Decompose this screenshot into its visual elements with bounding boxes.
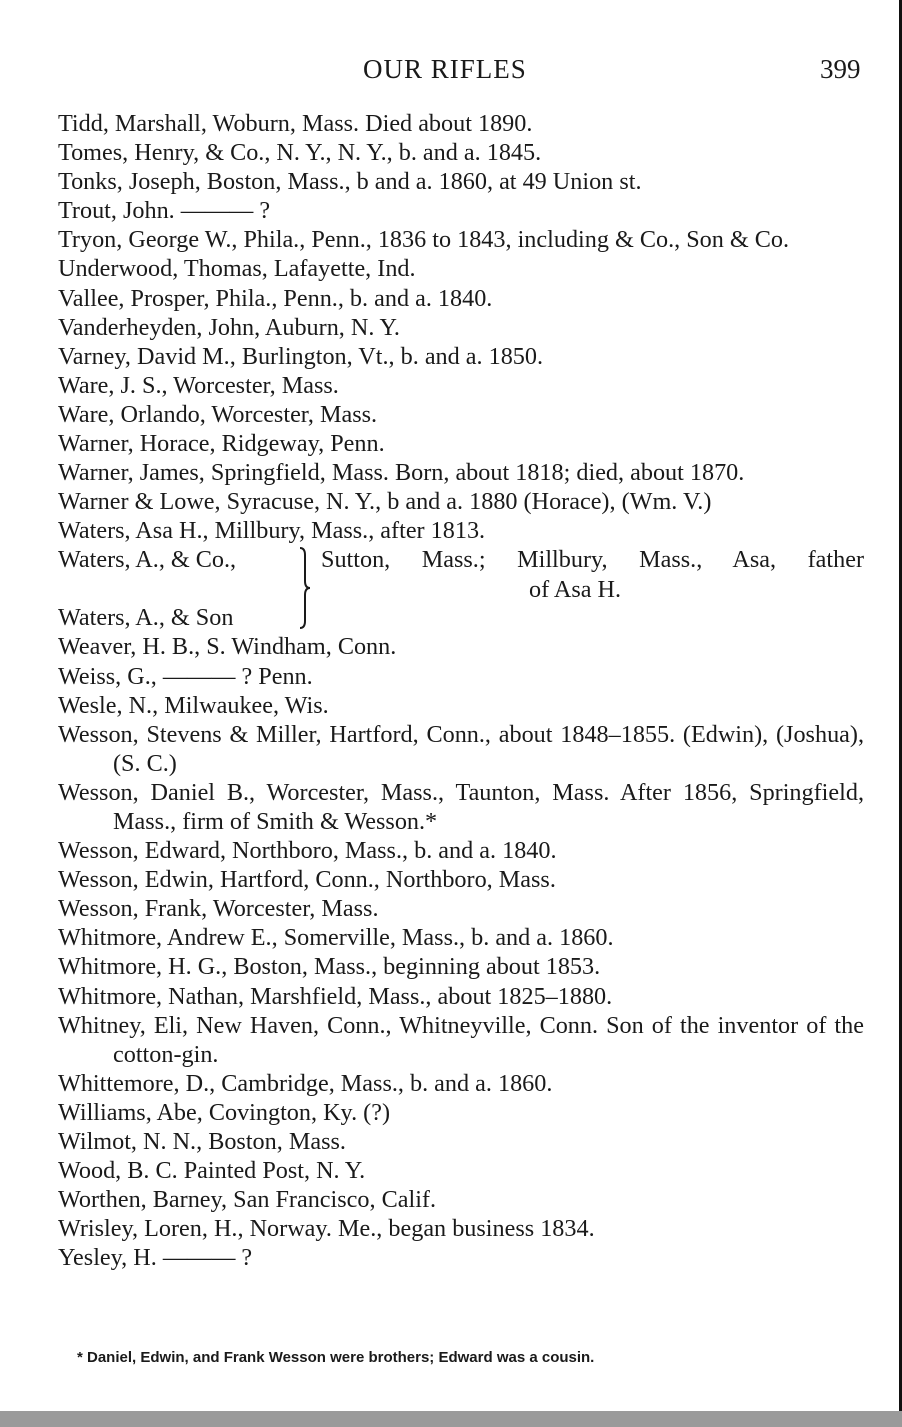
entry: Varney, David M., Burlington, Vt., b. and a. 1850. <box>58 342 544 370</box>
entry: Tonks, Joseph, Boston, Mass., b and a. 1860, at 49 Union st. <box>58 168 642 196</box>
entry: Whitmore, Andrew E., Somerville, Mass., b. and a. 1860. <box>58 924 614 952</box>
waters-detail-line: Sutton, Mass.; Millbury, Mass., Asa, father <box>321 546 864 574</box>
entry: Warner & Lowe, Syracuse, N. Y., b and a. 1880 (Horace), (Wm. V.) <box>58 488 712 516</box>
entry: Wesson, Frank, Worcester, Mass. <box>58 895 379 923</box>
entry: Wesson, Edward, Northboro, Mass., b. and a. 1840. <box>58 837 557 865</box>
entry: Weiss, G., ——— ? Penn. <box>58 662 313 690</box>
entry: Wesson, Edwin, Hartford, Conn., Northboro, Mass. <box>58 866 556 894</box>
entry-list <box>58 109 864 1272</box>
entry: Trout, John. ——— ? <box>58 197 271 225</box>
page-edge-bottom <box>0 1411 902 1427</box>
footnote: * Daniel, Edwin, and Frank Wesson were brothers; Edward was a cousin. <box>77 1349 595 1366</box>
running-title: OUR RIFLES <box>363 54 527 84</box>
entry: Vallee, Prosper, Phila., Penn., b. and a. 1840. <box>58 284 493 312</box>
entry: Vanderheyden, John, Auburn, N. Y. <box>58 313 400 341</box>
waters-detail-line: of Asa H. <box>529 575 622 603</box>
entry: Whittemore, D., Cambridge, Mass., b. and a. 1860. <box>58 1069 553 1097</box>
entry: Wood, B. C. Painted Post, N. Y. <box>58 1157 366 1185</box>
waters-co-name: Waters, A., & Co., <box>58 546 237 574</box>
entry: Williams, Abe, Covington, Ky. (?) <box>58 1098 391 1126</box>
entry: Weaver, H. B., S. Windham, Conn. <box>58 633 397 661</box>
entry: Wrisley, Loren, H., Norway. Me., began business 1834. <box>58 1215 595 1243</box>
entry: Wesson, Daniel B., Worcester, Mass., Taunton, Mass. After 1856, Springfield, Mass., firm of Smith & Wesson.* <box>58 778 864 835</box>
entry: Warner, Horace, Ridgeway, Penn. <box>58 430 385 458</box>
entry: Tryon, George W., Phila., Penn., 1836 to 1843, including & Co., Son & Co. <box>58 226 790 254</box>
entry: Wilmot, N. N., Boston, Mass. <box>58 1128 346 1155</box>
waters-son-name: Waters, A., & Son <box>58 604 234 632</box>
entry: Wesson, Stevens & Miller, Hartford, Conn., about 1848–1855. (Edwin), (Joshua), (S. C.) <box>58 720 864 777</box>
entry: Wesle, N., Milwaukee, Wis. <box>58 691 329 719</box>
entry: Waters, Asa H., Millbury, Mass., after 1813. <box>58 517 486 545</box>
waters-details <box>321 545 864 632</box>
brace-icon <box>293 545 321 632</box>
entry: Whitmore, Nathan, Marshfield, Mass., about 1825–1880. <box>58 982 613 1010</box>
entry: Whitmore, H. G., Boston, Mass., beginning about 1853. <box>58 953 601 981</box>
entry: Tomes, Henry, & Co., N. Y., N. Y., b. and a. 1845. <box>58 139 542 167</box>
page-number: 399 <box>820 54 861 84</box>
running-head <box>0 52 902 92</box>
entry: Ware, Orlando, Worcester, Mass. <box>58 400 378 428</box>
entry: Ware, J. S., Worcester, Mass. <box>58 371 339 399</box>
entry: Tidd, Marshall, Woburn, Mass. Died about 1890. <box>58 110 533 137</box>
entry: Yesley, H. ——— ? <box>58 1244 253 1272</box>
waters-grouped-entry <box>58 545 864 632</box>
entry: Underwood, Thomas, Lafayette, Ind. <box>58 255 416 283</box>
entry: Worthen, Barney, San Francisco, Calif. <box>58 1186 437 1214</box>
entry: Warner, James, Springfield, Mass. Born, about 1818; died, about 1870. <box>58 459 745 487</box>
entry: Whitney, Eli, New Haven, Conn., Whitneyville, Conn. Son of the inventor of the cotton-gin. <box>58 1011 864 1068</box>
waters-names <box>58 545 293 632</box>
